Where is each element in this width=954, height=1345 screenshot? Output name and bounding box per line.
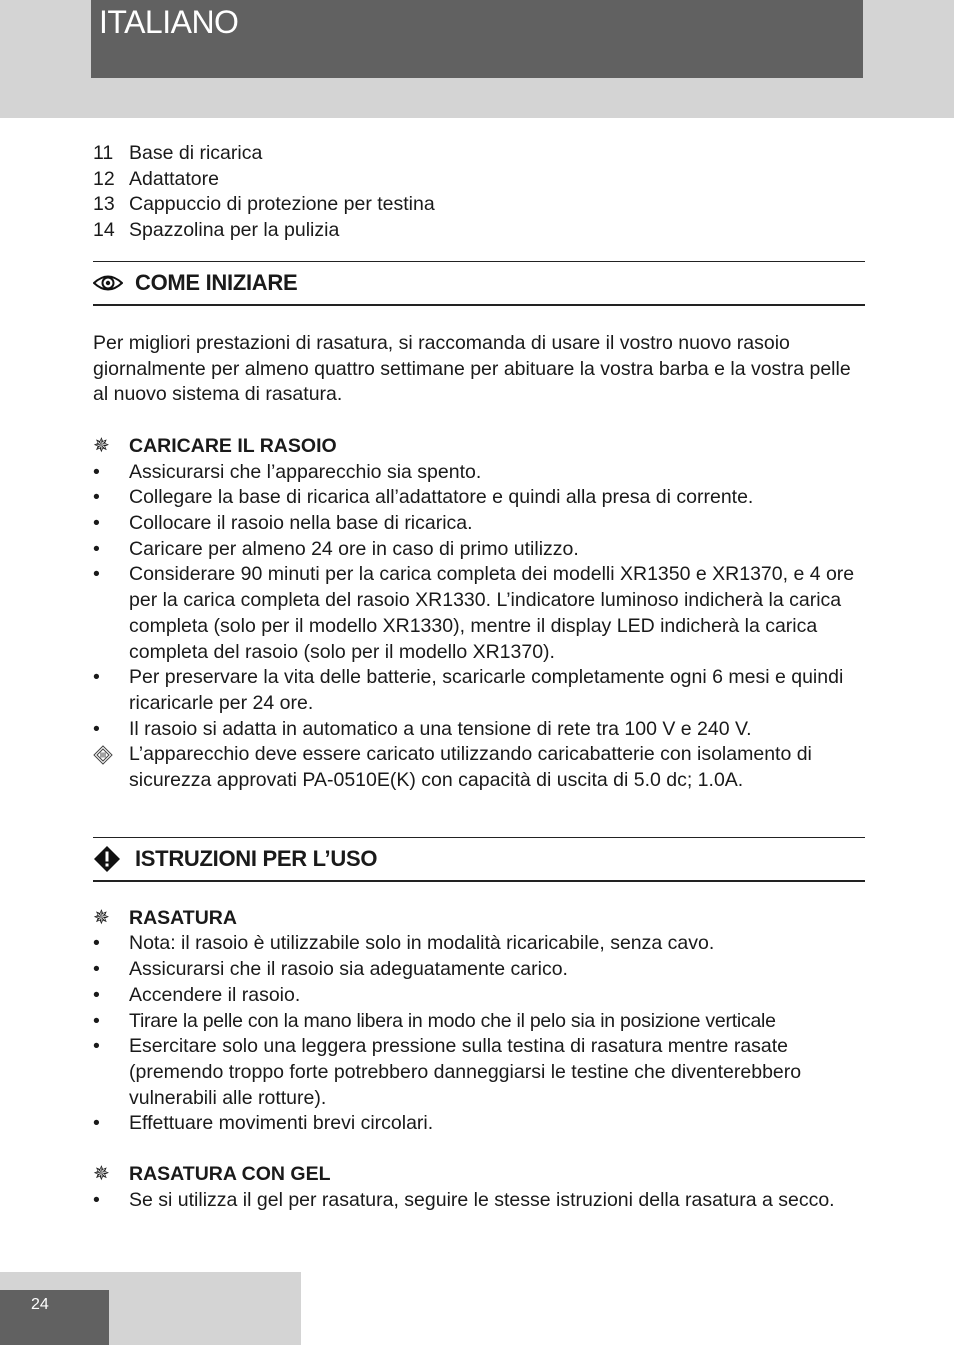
section-heading-use: [93, 837, 865, 882]
header-title-box: [91, 0, 863, 78]
subsection-heading-gel: ✵ RASATURA CON GEL: [93, 1162, 865, 1188]
list-item: • Effettuare movimenti brevi circolari.: [93, 1112, 434, 1135]
sun-icon: ✵: [93, 906, 110, 929]
list-item: • Se si utilizza il gel per rasatura, seguire le stesse istruzioni della rasatura a secco.: [93, 1188, 835, 1211]
list-item: • Esercitare solo una leggera pressione sulla testina di rasatura mentre rasate (premendo troppo forte potrebbero danneggiarsi le testine che diventerebbero vulnerabili alle rotture).: [93, 1035, 802, 1109]
list-item: 13 Cappuccio di protezione per testina: [93, 193, 435, 216]
sun-icon: ✵: [93, 1163, 110, 1186]
list-item: 12 Adattatore: [93, 167, 219, 190]
page-title: ITALIANO: [99, 4, 239, 40]
page-number: 24: [31, 1296, 49, 1313]
subsection-heading-charging: ✵ CARICARE IL RASOIO: [93, 434, 865, 460]
list-item: • Caricare per almeno 24 ore in caso di primo utilizzo.: [93, 537, 579, 560]
list-item: • Considerare 90 minuti per la carica completa dei modelli XR1350 e XR1370, e 4 ore per la carica completa del rasoio XR1330. L’indicatore luminoso indicherà la carica completa (solo per il modello XR1330), mentre il display LED indicherà la carica completa del rasoio (solo per il modello XR1370).: [93, 563, 855, 663]
list-item: • Per preservare la vita delle batterie, scaricarle completamente ogni 6 mesi e quindi ricaricarle per 24 ore.: [93, 666, 844, 714]
section-title: ISTRUZIONI PER L’USO: [135, 845, 378, 871]
safety-note-icon: [93, 742, 129, 793]
content: [93, 141, 865, 1214]
list-item: • Tirare la pelle con la mano libera in modo che il pelo sia in posizione verticale: [93, 1009, 776, 1032]
list-item: • Accendere il rasoio.: [93, 983, 301, 1006]
note-item: L’apparecchio deve essere caricato utilizzando caricabatterie con isolamento di sicurezza approvati PA-0510E(K) con capacità di uscita di 5.0 dc; 1.0A.: [93, 742, 865, 793]
warning-icon: [93, 845, 135, 873]
list-item: • Nota: il rasoio è utilizzabile solo in modalità ricaricabile, senza cavo.: [93, 932, 715, 955]
subsection-heading-shaving: ✵ RASATURA: [93, 906, 865, 932]
list-item: • Collocare il rasoio nella base di ricarica.: [93, 512, 473, 535]
parts-list: [93, 141, 865, 244]
list-item: • Assicurarsi che l’apparecchio sia spento.: [93, 460, 482, 483]
list-item: 11 Base di ricarica: [93, 142, 263, 164]
intro-paragraph: Per migliori prestazioni di rasatura, si raccomanda di usare il vostro nuovo rasoio giornalmente per almeno quattro settimane per abituare la vostra barba e la vostra pelle al nuovo sistema di rasatura.: [93, 331, 851, 406]
list-item: 14 Spazzolina per la pulizia: [93, 219, 340, 242]
page-number-box: [0, 1290, 109, 1345]
section-heading-start: [93, 261, 865, 306]
section-title: COME INIZIARE: [135, 269, 298, 295]
list-item: • Assicurarsi che il rasoio sia adeguatamente carico.: [93, 958, 568, 981]
sun-icon: ✵: [93, 434, 110, 457]
list-item: • Il rasoio si adatta in automatico a una tensione di rete tra 100 V e 240 V.: [93, 717, 752, 740]
eye-icon: [93, 274, 135, 292]
list-item: • Collegare la base di ricarica all’adattatore e quindi alla presa di corrente.: [93, 486, 754, 509]
